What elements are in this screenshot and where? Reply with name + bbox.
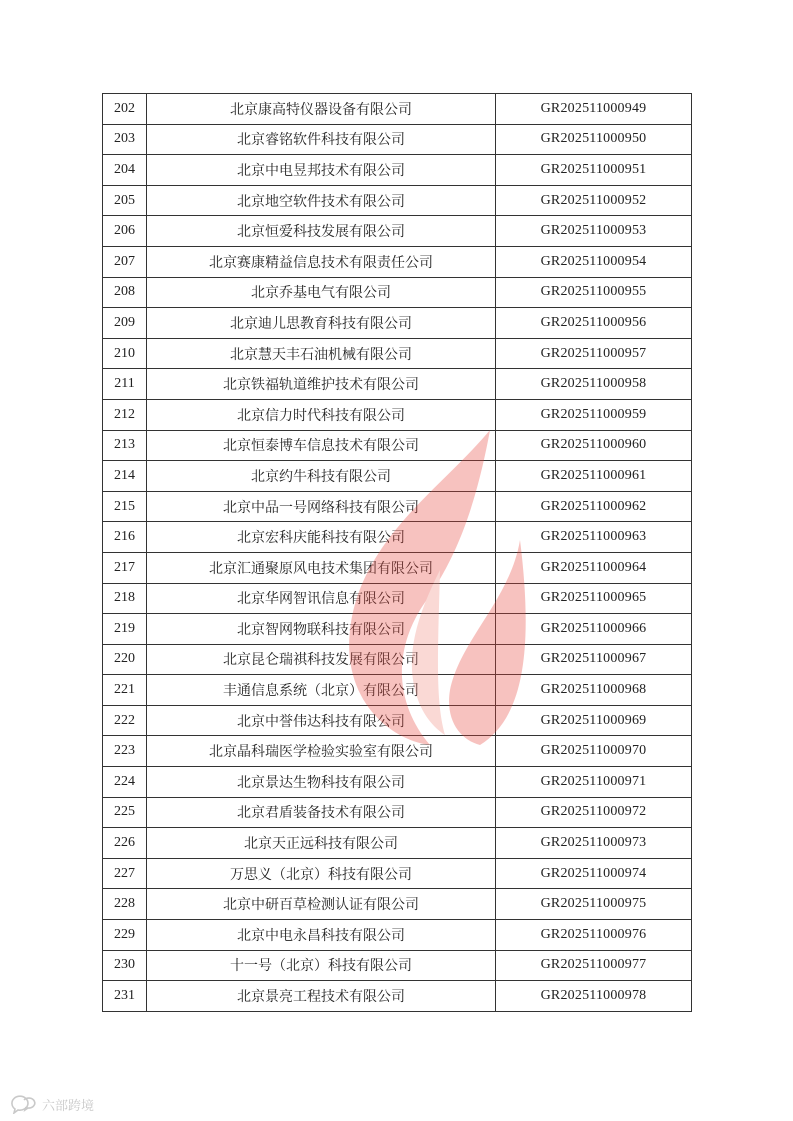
table-row bbox=[103, 491, 692, 522]
table-row bbox=[103, 981, 692, 1012]
row-number: 209 bbox=[103, 308, 147, 339]
row-number: 214 bbox=[103, 461, 147, 492]
company-table bbox=[102, 93, 692, 1012]
table-row bbox=[103, 614, 692, 645]
table-row bbox=[103, 797, 692, 828]
row-number: 202 bbox=[103, 94, 147, 125]
table-row bbox=[103, 858, 692, 889]
row-number: 205 bbox=[103, 185, 147, 216]
table-row bbox=[103, 94, 692, 125]
company-name: 北京昆仑瑞祺科技发展有限公司 bbox=[147, 644, 496, 675]
row-number: 227 bbox=[103, 858, 147, 889]
table-row bbox=[103, 338, 692, 369]
row-number: 221 bbox=[103, 675, 147, 706]
table-row bbox=[103, 185, 692, 216]
certificate-code: GR202511000976 bbox=[496, 920, 692, 951]
certificate-code: GR202511000956 bbox=[496, 308, 692, 339]
company-name: 北京中誉伟达科技有限公司 bbox=[147, 705, 496, 736]
certificate-code: GR202511000963 bbox=[496, 522, 692, 553]
table-row bbox=[103, 369, 692, 400]
certificate-code: GR202511000968 bbox=[496, 675, 692, 706]
row-number: 210 bbox=[103, 338, 147, 369]
company-name: 北京恒爱科技发展有限公司 bbox=[147, 216, 496, 247]
table-row bbox=[103, 675, 692, 706]
row-number: 219 bbox=[103, 614, 147, 645]
company-name: 北京铁福轨道维护技术有限公司 bbox=[147, 369, 496, 400]
certificate-code: GR202511000969 bbox=[496, 705, 692, 736]
table-row bbox=[103, 950, 692, 981]
certificate-code: GR202511000978 bbox=[496, 981, 692, 1012]
row-number: 217 bbox=[103, 552, 147, 583]
certificate-code: GR202511000949 bbox=[496, 94, 692, 125]
table-row bbox=[103, 461, 692, 492]
table-row bbox=[103, 430, 692, 461]
company-name: 北京中品一号网络科技有限公司 bbox=[147, 491, 496, 522]
certificate-code: GR202511000972 bbox=[496, 797, 692, 828]
table-row bbox=[103, 124, 692, 155]
company-name: 北京乔基电气有限公司 bbox=[147, 277, 496, 308]
company-name: 北京汇通聚原风电技术集团有限公司 bbox=[147, 552, 496, 583]
company-name: 北京慧天丰石油机械有限公司 bbox=[147, 338, 496, 369]
table-row bbox=[103, 889, 692, 920]
table-row bbox=[103, 828, 692, 859]
certificate-code: GR202511000970 bbox=[496, 736, 692, 767]
row-number: 218 bbox=[103, 583, 147, 614]
company-name: 北京天正远科技有限公司 bbox=[147, 828, 496, 859]
table-row bbox=[103, 246, 692, 277]
company-name: 北京景达生物科技有限公司 bbox=[147, 767, 496, 798]
row-number: 204 bbox=[103, 155, 147, 186]
table-row bbox=[103, 736, 692, 767]
certificate-code: GR202511000951 bbox=[496, 155, 692, 186]
company-name: 丰通信息系统（北京）有限公司 bbox=[147, 675, 496, 706]
company-name: 北京约牛科技有限公司 bbox=[147, 461, 496, 492]
row-number: 216 bbox=[103, 522, 147, 553]
table-row bbox=[103, 644, 692, 675]
chat-bubble-icon bbox=[8, 1094, 38, 1114]
footer-brand bbox=[8, 1094, 94, 1114]
company-name: 北京睿铭软件科技有限公司 bbox=[147, 124, 496, 155]
company-name: 北京地空软件技术有限公司 bbox=[147, 185, 496, 216]
certificate-code: GR202511000958 bbox=[496, 369, 692, 400]
table-row bbox=[103, 705, 692, 736]
footer-brand-text: 六部跨境 bbox=[42, 1098, 95, 1114]
row-number: 207 bbox=[103, 246, 147, 277]
table-row bbox=[103, 308, 692, 339]
certificate-code: GR202511000957 bbox=[496, 338, 692, 369]
table-row bbox=[103, 552, 692, 583]
row-number: 215 bbox=[103, 491, 147, 522]
company-name: 十一号（北京）科技有限公司 bbox=[147, 950, 496, 981]
certificate-code: GR202511000967 bbox=[496, 644, 692, 675]
company-name: 北京宏科庆能科技有限公司 bbox=[147, 522, 496, 553]
certificate-code: GR202511000961 bbox=[496, 461, 692, 492]
row-number: 208 bbox=[103, 277, 147, 308]
row-number: 203 bbox=[103, 124, 147, 155]
company-name: 北京中电永昌科技有限公司 bbox=[147, 920, 496, 951]
row-number: 226 bbox=[103, 828, 147, 859]
company-name: 北京景亮工程技术有限公司 bbox=[147, 981, 496, 1012]
row-number: 212 bbox=[103, 399, 147, 430]
certificate-code: GR202511000973 bbox=[496, 828, 692, 859]
company-name: 北京中电昱邦技术有限公司 bbox=[147, 155, 496, 186]
company-name: 北京中研百草检测认证有限公司 bbox=[147, 889, 496, 920]
table-row bbox=[103, 522, 692, 553]
company-name: 北京迪儿思教育科技有限公司 bbox=[147, 308, 496, 339]
row-number: 224 bbox=[103, 767, 147, 798]
certificate-code: GR202511000965 bbox=[496, 583, 692, 614]
certificate-code: GR202511000971 bbox=[496, 767, 692, 798]
company-name: 北京信力时代科技有限公司 bbox=[147, 399, 496, 430]
table-row bbox=[103, 216, 692, 247]
table-row bbox=[103, 583, 692, 614]
certificate-code: GR202511000952 bbox=[496, 185, 692, 216]
certificate-code: GR202511000977 bbox=[496, 950, 692, 981]
certificate-code: GR202511000959 bbox=[496, 399, 692, 430]
row-number: 220 bbox=[103, 644, 147, 675]
table-row bbox=[103, 155, 692, 186]
row-number: 225 bbox=[103, 797, 147, 828]
company-name: 北京君盾装备技术有限公司 bbox=[147, 797, 496, 828]
table-row bbox=[103, 277, 692, 308]
company-name: 北京晶科瑞医学检验实验室有限公司 bbox=[147, 736, 496, 767]
row-number: 231 bbox=[103, 981, 147, 1012]
certificate-code: GR202511000960 bbox=[496, 430, 692, 461]
certificate-code: GR202511000954 bbox=[496, 246, 692, 277]
certificate-code: GR202511000955 bbox=[496, 277, 692, 308]
row-number: 213 bbox=[103, 430, 147, 461]
certificate-code: GR202511000964 bbox=[496, 552, 692, 583]
table-row bbox=[103, 399, 692, 430]
row-number: 223 bbox=[103, 736, 147, 767]
row-number: 230 bbox=[103, 950, 147, 981]
row-number: 228 bbox=[103, 889, 147, 920]
certificate-code: GR202511000966 bbox=[496, 614, 692, 645]
company-name: 万思义（北京）科技有限公司 bbox=[147, 858, 496, 889]
table-row bbox=[103, 767, 692, 798]
certificate-code: GR202511000974 bbox=[496, 858, 692, 889]
table-row bbox=[103, 920, 692, 951]
certificate-code: GR202511000962 bbox=[496, 491, 692, 522]
row-number: 229 bbox=[103, 920, 147, 951]
row-number: 206 bbox=[103, 216, 147, 247]
company-name: 北京康高特仪器设备有限公司 bbox=[147, 94, 496, 125]
row-number: 222 bbox=[103, 705, 147, 736]
company-name: 北京赛康精益信息技术有限责任公司 bbox=[147, 246, 496, 277]
company-name: 北京智网物联科技有限公司 bbox=[147, 614, 496, 645]
certificate-code: GR202511000953 bbox=[496, 216, 692, 247]
row-number: 211 bbox=[103, 369, 147, 400]
table-body bbox=[103, 94, 692, 1012]
company-name: 北京华网智讯信息有限公司 bbox=[147, 583, 496, 614]
company-name: 北京恒泰博车信息技术有限公司 bbox=[147, 430, 496, 461]
certificate-code: GR202511000975 bbox=[496, 889, 692, 920]
certificate-code: GR202511000950 bbox=[496, 124, 692, 155]
